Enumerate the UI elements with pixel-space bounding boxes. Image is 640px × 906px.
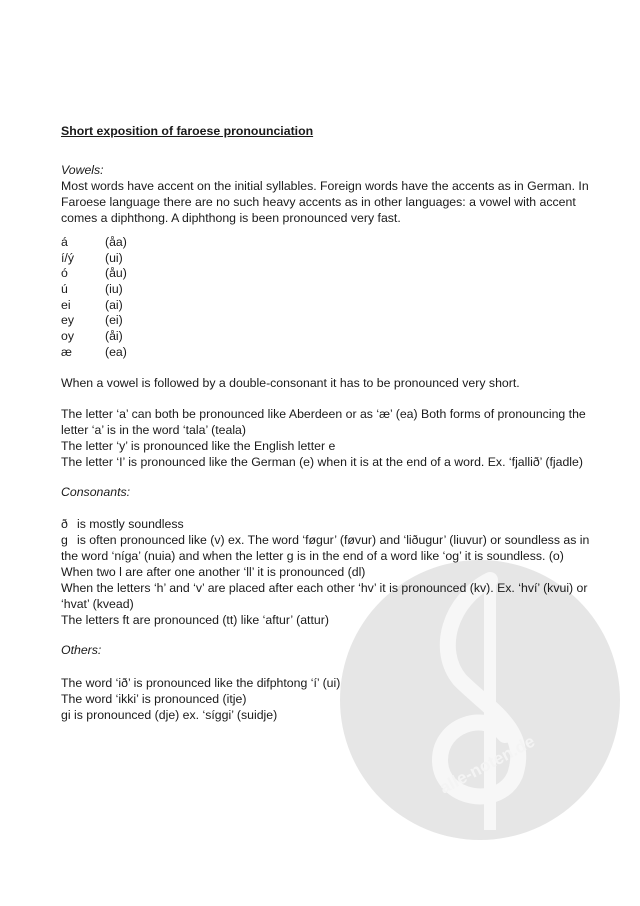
vowels-heading: Vowels: bbox=[61, 163, 104, 177]
others-line: gi is pronounced (dje) ex. ‘síggi’ (suidje) bbox=[61, 708, 278, 722]
vowel-sound: (åu) bbox=[105, 266, 127, 281]
vowel-row bbox=[61, 235, 591, 251]
consonant-item bbox=[61, 516, 591, 532]
vowel-row bbox=[61, 313, 591, 329]
consonant-key: ð bbox=[61, 517, 68, 531]
vowel-note: The letter ‘y’ is pronounced like the English letter e bbox=[61, 439, 336, 453]
vowel-sound: (ea) bbox=[105, 344, 127, 359]
vowel-row bbox=[61, 298, 591, 314]
vowel-sound: (iu) bbox=[105, 282, 123, 297]
others-line: The word ‘ið’ is pronounced like the difphtong ‘í’ (ui) bbox=[61, 676, 341, 690]
page-title: Short exposition of faroese pronounciation bbox=[61, 124, 314, 138]
consonants-list bbox=[61, 516, 591, 628]
vowel-letter: ó bbox=[61, 266, 68, 281]
others-line: The word ‘ikki’ is pronounced (itje) bbox=[61, 692, 247, 706]
vowel-row bbox=[61, 251, 591, 267]
consonant-text: is often pronounced like (v) ex. The word ‘føgur’ (føvur) and ‘liðugur’ (liuvur) or soundless as in the word ‘níga’ (nuia) and when the letter g is in the end of a word like ‘og’ it is soundless. (o) bbox=[61, 533, 590, 563]
vowel-sound: (åa) bbox=[105, 235, 127, 249]
vowel-row bbox=[61, 345, 591, 361]
vowel-letter: æ bbox=[61, 344, 72, 359]
consonant-key: g bbox=[61, 533, 68, 547]
vowel-letter: í/ý bbox=[61, 250, 74, 265]
vowel-row bbox=[61, 266, 591, 282]
vowel-sound: (åi) bbox=[105, 329, 123, 344]
consonant-line: The letters ft are pronounced (tt) like ‘aftur’ (attur) bbox=[61, 613, 329, 627]
consonant-item bbox=[61, 532, 591, 564]
vowel-letter: ei bbox=[61, 297, 71, 312]
consonant-text: is mostly soundless bbox=[77, 517, 184, 531]
vowel-notes bbox=[61, 406, 591, 470]
vowel-sound: (ai) bbox=[105, 297, 123, 312]
watermark-text: alle-noten.de bbox=[436, 731, 538, 798]
others-list bbox=[61, 675, 591, 723]
consonant-line: When the letters ‘h’ and ‘v’ are placed after each other ‘hv’ it is pronounced (kv). Ex. ‘hví’ (kvui) or ‘hvat’ (kvead) bbox=[61, 581, 588, 611]
vowel-row bbox=[61, 282, 591, 298]
vowel-letter: oy bbox=[61, 329, 74, 344]
vowel-letter: ey bbox=[61, 313, 74, 328]
vowels-intro: Most words have accent on the initial syllables. Foreign words have the accents as in German. In Faroese language there are no such heavy accents as in other languages: a vowel with accent comes a diphthong. A diphthong is been pronounced very fast. bbox=[61, 179, 589, 225]
vowel-letter: á bbox=[61, 235, 68, 249]
vowel-sound: (ui) bbox=[105, 250, 123, 265]
vowel-letter: ú bbox=[61, 282, 68, 297]
vowel-sound: (ei) bbox=[105, 313, 123, 328]
vowel-row bbox=[61, 329, 591, 345]
others-heading: Others: bbox=[61, 643, 102, 657]
double-consonant-note: When a vowel is followed by a double-consonant it has to be pronounced very short. bbox=[61, 376, 520, 390]
vowel-note: The letter ‘I’ is pronounced like the German (e) when it is at the end of a word. Ex. ‘fjallið’ (fjadle) bbox=[61, 455, 583, 469]
consonant-line: When two l are after one another ‘ll’ it is pronounced (dl) bbox=[61, 565, 366, 579]
consonants-heading: Consonants: bbox=[61, 485, 131, 499]
vowel-note: The letter ‘a’ can both be pronounced like Aberdeen or as ‘æ’ (ea) Both forms of pronouncing the letter ‘a’ is in the word ‘tala’ (teala) bbox=[61, 407, 586, 437]
vowel-table bbox=[61, 235, 591, 361]
